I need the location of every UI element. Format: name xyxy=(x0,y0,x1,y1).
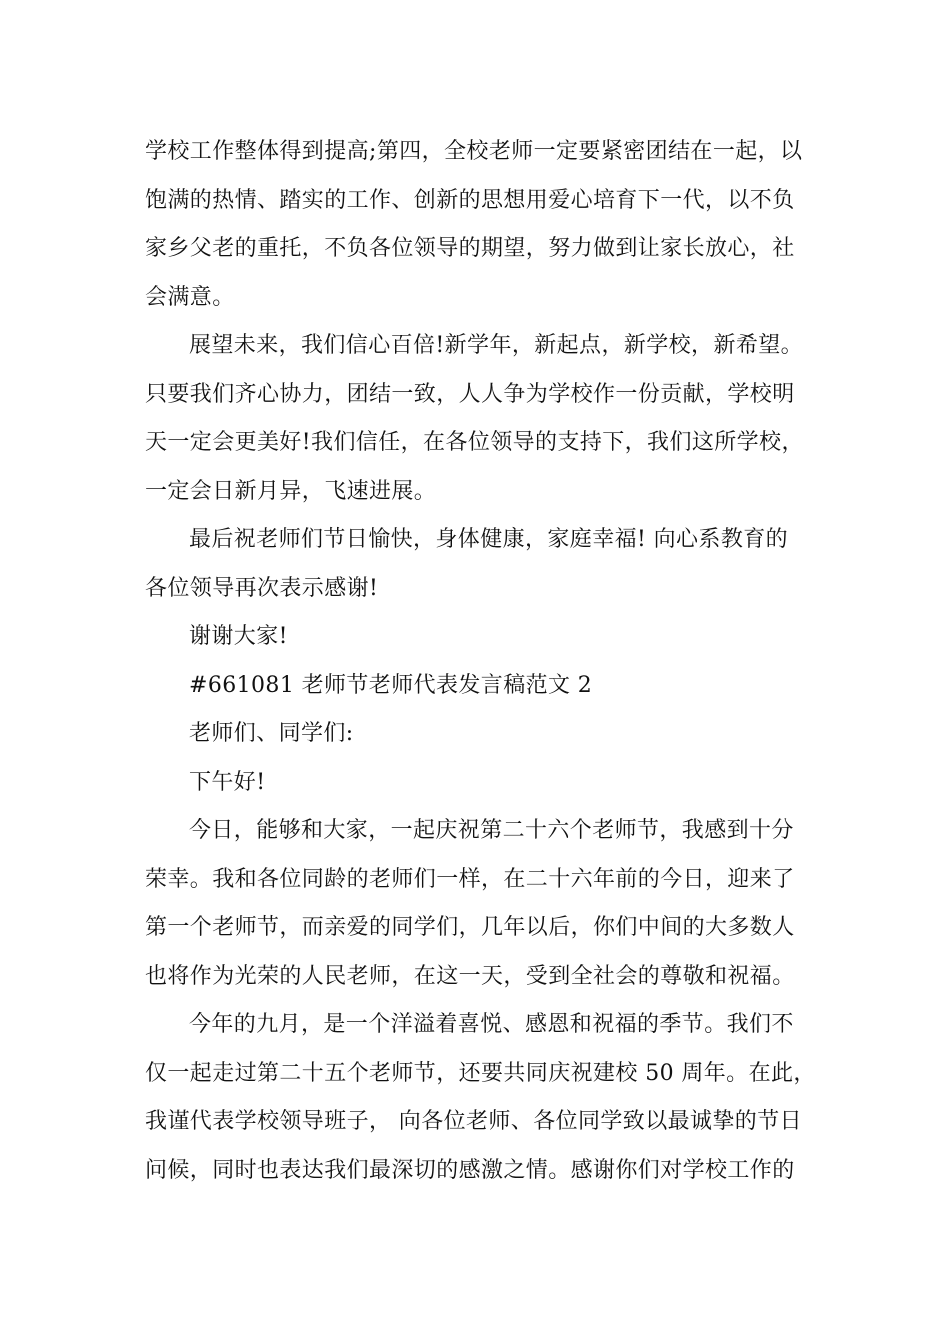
section-heading xyxy=(145,662,810,711)
paragraph-1 xyxy=(145,128,810,322)
paragraph-2 xyxy=(145,322,810,516)
text-line: 问候，同时也表达我们最深切的感激之情。感谢你们对学校工作的 xyxy=(145,1157,795,1183)
paragraph-4 xyxy=(145,613,810,662)
text-line: 天一定会更美好!我们信任，在各位领导的支持下，我们这所学校， xyxy=(145,430,804,455)
text-line: 今年的九月，是一个洋溢着喜悦、感恩和祝福的季节。我们不 xyxy=(189,1012,794,1037)
text-line: 荣幸。我和各位同龄的老师们一样，在二十六年前的今日，迎来了 xyxy=(145,866,795,892)
heading-line: #661081 老师节老师代表发言稿范文 2 xyxy=(189,672,593,698)
text-line: 只要我们齐心协力，团结一致，人人争为学校作一份贡献，学校明 xyxy=(145,381,795,407)
text-line: 老师们、同学们: xyxy=(189,721,354,746)
text-line: 第一个老师节，而亲爱的同学们，几年以后，你们中间的大多数人 xyxy=(145,915,795,940)
paragraph-9 xyxy=(145,1001,816,1195)
text-line: 展望未来，我们信心百倍!新学年，新起点，新学校，新希望。 xyxy=(189,333,804,358)
text-line: 下午好! xyxy=(189,769,266,795)
text-line: 我谨代表学校领导班子， 向各位老师、各位同学致以最诚挚的节日 xyxy=(145,1109,802,1134)
salutation xyxy=(145,710,810,759)
text-line: 仅一起走过第二十五个老师节，还要共同庆祝建校 50 周年。在此， xyxy=(145,1060,816,1086)
text-line: 谢谢大家! xyxy=(189,624,288,649)
greeting xyxy=(145,759,810,808)
document-body xyxy=(145,128,816,1195)
paragraph-3 xyxy=(145,516,810,613)
text-line: 今日，能够和大家，一起庆祝第二十六个老师节，我感到十分 xyxy=(189,818,794,843)
text-line: 饱满的热情、踏实的工作、创新的思想用爱心培育下一代，以不负 xyxy=(145,187,795,213)
text-line: 学校工作整体得到提高;第四，全校老师一定要紧密团结在一起，以 xyxy=(145,139,803,164)
text-line: 各位领导再次表示感谢! xyxy=(145,575,379,601)
paragraph-8 xyxy=(145,807,810,1001)
text-line: 也将作为光荣的人民老师，在这一天，受到全社会的尊敬和祝福。 xyxy=(145,963,795,989)
text-line: 会满意。 xyxy=(145,284,235,310)
text-line: 最后祝老师们节日愉快，身体健康，家庭幸福! 向心系教育的 xyxy=(189,527,789,552)
text-line: 家乡父老的重托，不负各位领导的期望，努力做到让家长放心，社 xyxy=(145,236,795,261)
text-line: 一定会日新月异，飞速进展。 xyxy=(145,478,437,504)
